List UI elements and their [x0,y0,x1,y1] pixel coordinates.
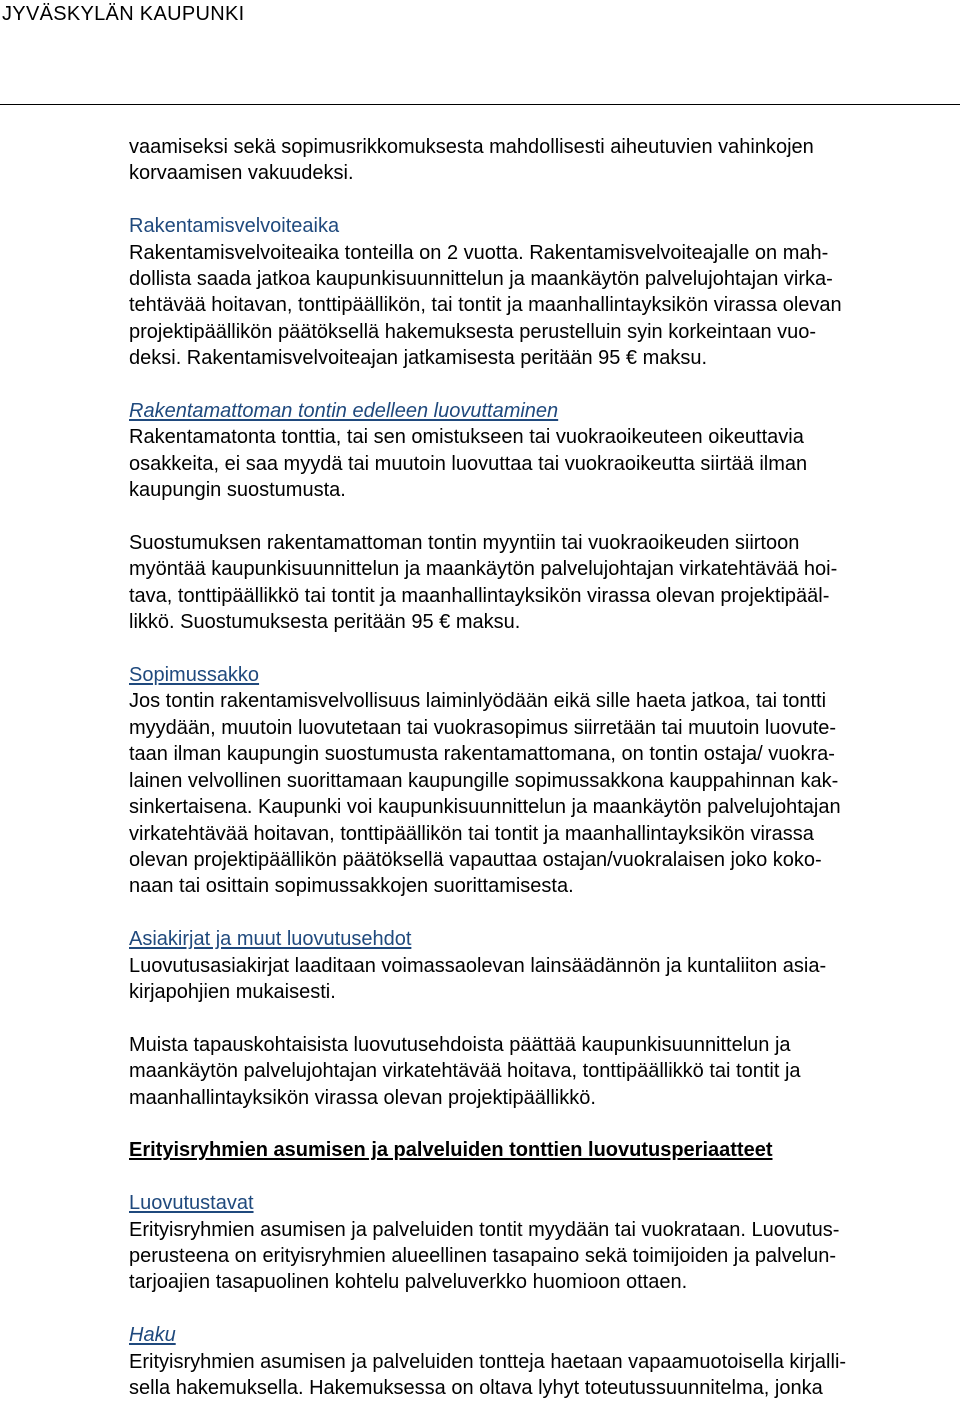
text-line: likkö. Suostumuksesta peritään 95 € maksu. [129,611,521,634]
paragraph-vakuus [129,134,955,187]
section-luovutustavat [129,1190,955,1296]
text-line: sinkertaisena. Kaupunki voi kaupunkisuunnittelun ja maankäytön palvelujohtajan [129,796,841,819]
text-line: perusteena on erityisryhmien alueellinen tasapaino sekä toimijoiden ja palvelun- [129,1244,837,1267]
text-line: projektipäällikön päätöksellä hakemuksesta perustelluin syin korkeintaan vuo- [129,320,817,343]
text-line: deksi. Rakentamisvelvoiteajan jatkamisesta peritään 95 € maksu. [129,347,708,370]
text-line: Erityisryhmien asumisen ja palveluiden tontteja haetaan vapaamuotoisella kirjalli- [129,1350,847,1373]
paragraph-suostumus [129,530,955,636]
text-line: dollista saada jatkoa kaupunkisuunnittelun ja maankäytön palvelujohtajan virka- [129,268,833,291]
section-sopimussakko [129,662,955,900]
text-line: maankäytön palvelujohtajan virkatehtävää hoitava, tonttipäällikkö tai tontit ja [129,1060,801,1083]
text-line: taan ilman kaupungin suostumusta rakentamattomana, on tontin ostaja/ vuokra- [129,743,835,766]
text-line: Erityisryhmien asumisen ja palveluiden tontit myydään tai vuokrataan. Luovutus- [129,1218,840,1241]
text-line: myydään, muutoin luovutetaan tai vuokrasopimus siirretään tai muutoin luovute- [129,716,837,739]
text-line: kaupungin suostumusta. [129,479,346,502]
heading-luovutustavat: Luovutustavat [129,1192,254,1215]
section-haku [129,1322,955,1401]
text-line: Muista tapauskohtaisista luovutusehdoista päättää kaupunkisuunnittelun ja [129,1033,791,1056]
text-line: Jos tontin rakentamisvelvollisuus laiminlyödään eikä sille haeta jatkoa, tai tontti [129,690,827,713]
text-line: korvaamisen vakuudeksi. [129,162,354,185]
section-asiakirjat [129,926,955,1005]
text-line: olevan projektipäällikön päätöksellä vapauttaa ostajan/vuokralaisen joko koko- [129,848,822,871]
heading-haku: Haku [129,1324,176,1347]
text-line: Rakentamisvelvoiteaika tonteilla on 2 vuotta. Rakentamisvelvoiteajalle on mah- [129,241,829,264]
heading-rakentamisvelvoiteaika: Rakentamisvelvoiteaika [129,215,340,238]
paragraph-muut-ehdot [129,1032,955,1111]
text-line: Suostumuksen rakentamattoman tontin myyntiin tai vuokraoikeuden siirtoon [129,532,800,555]
document-body [129,134,955,1401]
section-title: Erityisryhmien asumisen ja palveluiden tonttien luovutusperiaatteet [129,1139,773,1162]
text-line: vaamiseksi sekä sopimusrikkomuksesta mahdollisesti aiheutuvien vahinkojen [129,136,814,158]
text-line: Luovutusasiakirjat laaditaan voimassaolevan lainsäädännön ja kuntaliiton asia- [129,954,827,977]
text-line: tarjoajien tasapuolinen kohtelu palveluverkko huomioon ottaen. [129,1271,688,1294]
heading-asiakirjat: Asiakirjat ja muut luovutusehdot [129,928,412,951]
header-divider [0,104,960,105]
organization-name: JYVÄSKYLÄN KAUPUNKI [2,3,245,25]
heading-sopimussakko: Sopimussakko [129,664,260,687]
text-line: virkatehtävää hoitavan, tonttipäällikön tai tontit ja maanhallintayksikön virassa [129,822,814,845]
text-line: osakkeita, ei saa myydä tai muutoin luovuttaa tai vuokraoikeutta siirtää ilman [129,452,808,475]
text-line: lainen velvollinen suorittamaan kaupungille sopimussakkona kauppahinnan kak- [129,769,839,792]
text-line: Rakentamatonta tonttia, tai sen omistukseen tai vuokraoikeuteen oikeuttavia [129,426,804,449]
text-line: tehtävää hoitavan, tonttipäällikön, tai tontit ja maanhallintayksikön virassa olevan [129,294,842,317]
text-line: maanhallintayksikön virassa olevan projektipäällikkö. [129,1086,596,1109]
section-rakentamisvelvoiteaika [129,213,955,371]
text-line: naan tai osittain sopimussakkojen suorittamisesta. [129,875,574,898]
section-rakentamaton [129,398,955,504]
text-line: tava, tonttipäällikkö tai tontit ja maanhallintayksikön virassa olevan projektipääl- [129,584,830,607]
text-line: myöntää kaupunkisuunnittelun ja maankäytön palvelujohtajan virkatehtävää hoi- [129,558,838,581]
text-line: kirjapohjien mukaisesti. [129,980,336,1003]
section-title-erityisryhmat [129,1137,955,1163]
heading-rakentamaton-tontti: Rakentamattoman tontin edelleen luovuttaminen [129,400,559,423]
text-line: sella hakemuksella. Hakemuksessa on oltava lyhyt toteutussuunnitelma, jonka [129,1376,823,1399]
